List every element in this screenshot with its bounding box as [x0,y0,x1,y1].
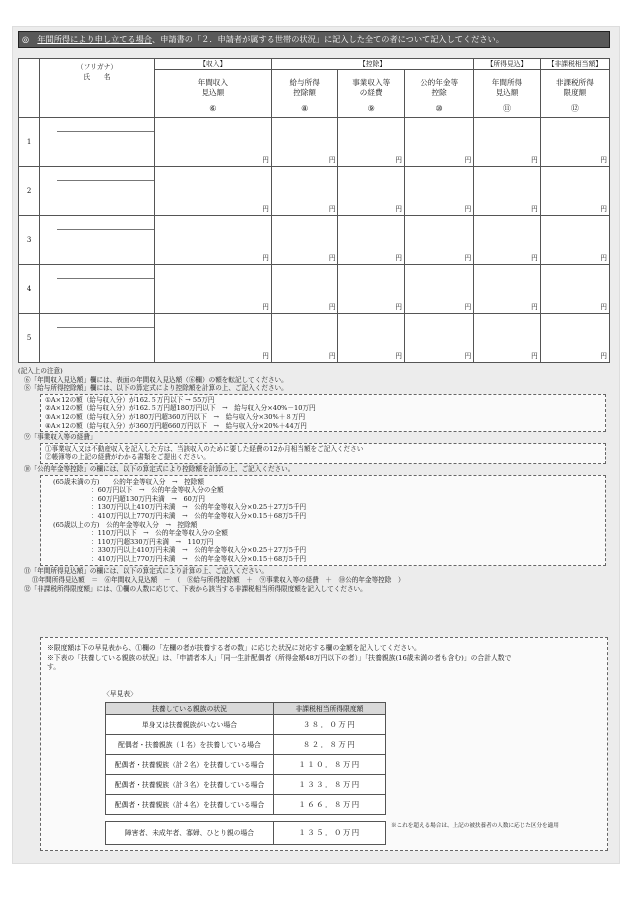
col-header-annual-income-prospect: 年間所得 見込額 ⑪ [474,70,541,118]
col-header-annual-income: 年間収入 見込額 ⑥ [154,70,271,118]
pension-under65-heading: (65歳未満の方) 公的年金等収入分 → 控除額 [53,477,204,486]
yen-unit: 円 [262,205,269,213]
amount-field[interactable] [540,314,609,363]
pension-rule: ：110万円超330万円未満 → 110万円 [91,537,214,546]
note-11: ⑪「年間所得見込額」の欄には、以下の算定式により計算の上、ご記入ください。 [24,567,268,576]
note-11-formula: ⑪年間所得見込額 ＝ ⑥年間収入見込額 － （ ⑧給与所得控除額 ＋ ⑨事業収入等の経費 ＋ ⑩公的年金等控除 ） [32,576,405,585]
table-row [19,265,610,314]
row-number: 1 [19,118,40,167]
yen-unit: 円 [531,254,538,262]
header-text: 、申請書の「２．申請者が属する世帯の状況」に記入した全ての者について記入してください。 [152,34,504,44]
col-header-salary-deduction: 給与所得 控除額 ⑧ [271,70,338,118]
name-header [40,59,154,118]
quick-row-label: 配偶者・扶養親族（１名）を扶養している場合 [106,735,274,755]
pension-rule: ：110万円以下 → 公的年金等収入分の全額 [91,529,228,538]
pension-rule: ：60万円超130万円未満 → 60万円 [91,494,206,503]
limit-note-1: ※限度額は下の早見表から、①欄の「左欄の者が扶養する者の数」に応じた状況に対応する欄の金額を記入してください。 [47,644,421,652]
yen-unit: 円 [395,352,402,360]
yen-unit: 円 [395,156,402,164]
note-9-item: ①事業収入又は不動産収入を記入した方は、当該収入のために要した経費の12か月相当額をご記入ください [45,444,364,453]
note-10-box [40,475,606,567]
quick-row-special [106,822,386,845]
limit-box [40,637,608,851]
quick-row [106,775,386,795]
note-9-box [40,443,606,464]
amount-field[interactable] [474,314,541,363]
note-8: ⑧「給与所得控除額」欄には、以下の算定式により控除額を計算の上、ご記入ください。 [24,384,288,393]
note-12: ⑫「非課税所得限度額」には、①欄の人数に応じて、下表から該当する非課税相当所得限度額を記入してください。 [24,584,367,593]
amount-field[interactable] [474,118,541,167]
yen-unit: 円 [464,254,472,262]
table-row [19,314,610,363]
amount-field[interactable] [540,118,609,167]
quick-row-value: ８２．８万円 [274,735,386,755]
col-header-business-expense: 事業収入等 の経費 ⑨ [338,70,405,118]
note-6: ⑥「年間収入見込額」欄には、表面の年間収入見込額（⑥欄）の額を転記してください。 [24,375,288,384]
yen-unit: 円 [328,205,336,213]
table-row [19,118,610,167]
deduction-group-header: 【控除】 [271,59,473,70]
table-row [19,216,610,265]
yen-unit: 円 [464,352,472,360]
notes-section [18,367,610,593]
note-8-item: ②A×12の額（給与収入分）が162.５万円超180万円以下 → 給与収入分×40%－10万円 [45,404,316,413]
yen-unit: 円 [464,205,472,213]
amount-field[interactable] [154,314,271,363]
yen-unit: 円 [262,254,269,262]
row-number: 5 [19,314,40,363]
income-group-header: 【収入】 [154,59,271,70]
note-10: ⑩「公的年金等控除」の欄には、以下の算定式により控除額を計算の上、ご記入ください。 [24,464,295,473]
amount-field[interactable] [338,314,405,363]
note-9-item: ②帳簿等の上記の経費がわかる書類をご提出ください。 [45,453,210,462]
name-field[interactable] [40,167,154,216]
amount-field[interactable] [540,216,609,265]
name-field[interactable] [40,118,154,167]
pension-rule: ：60万円以下 → 公的年金等収入分の全額 [91,486,224,495]
amount-field[interactable] [474,167,541,216]
quick-row-label: 配偶者・扶養親族（計２名）を扶養している場合 [106,755,274,775]
pension-rule: ：330万円以上410万円未満 → 公的年金等収入分×0.25＋27万5千円 [91,546,307,555]
note-8-item: ③A×12の額（給与収入分）が180万円超360万円以下 → 給与収入分×30%＋８万円 [45,412,306,421]
yen-unit: 円 [600,156,607,164]
yen-unit: 円 [395,254,402,262]
yen-unit: 円 [395,205,402,213]
quick-row-value: １６６．８万円 [274,795,386,815]
amount-field[interactable] [271,216,338,265]
quick-row [106,735,386,755]
yen-unit: 円 [328,254,336,262]
yen-unit: 円 [600,205,607,213]
amount-field[interactable] [271,118,338,167]
limit-note-2: ※下表の「扶養している親族の状況」は、「申請者本人」「同一生計配偶者（所得金額48万円以下の者）」「扶養親族(16歳未満の者も含む)」の合計人数で [47,654,512,662]
note-8-box [40,394,606,432]
amount-field[interactable] [271,167,338,216]
amount-field[interactable] [404,216,473,265]
amount-field[interactable] [404,314,473,363]
income-table [18,58,610,363]
section-header [18,31,610,48]
quick-row-label: 単身又は扶養親族がいない場合 [106,715,274,735]
quick-row-value: １１０．８万円 [274,755,386,775]
yen-unit: 円 [464,303,472,311]
yen-unit: 円 [531,205,538,213]
amount-field[interactable] [154,118,271,167]
yen-unit: 円 [600,254,607,262]
amount-field[interactable] [404,118,473,167]
amount-field[interactable] [271,314,338,363]
yen-unit: 円 [262,303,269,311]
amount-field[interactable] [474,265,541,314]
rowno-header [19,59,40,118]
quick-row-label: 障害者、未成年者、寡婦、ひとり親の場合 [106,822,274,845]
quick-row-label: 配偶者・扶養親族（計３名）を扶養している場合 [106,775,274,795]
name-field[interactable] [40,265,154,314]
quick-table-title: 〈早見表〉 [103,690,137,698]
yen-unit: 円 [531,156,538,164]
name-field[interactable] [40,216,154,265]
note-9: ⑨「事業収入等の経費」 [24,433,97,442]
yen-unit: 円 [600,303,607,311]
yen-unit: 円 [328,303,336,311]
amount-field[interactable] [404,167,473,216]
quick-footnote: ※これを超える場合は、上記の被扶養者の人数に応じた区分を適用 [391,823,559,829]
quick-col-status: 扶養している親族の状況 [106,703,274,715]
quick-row-value: ３８．０万円 [274,715,386,735]
amount-field[interactable] [271,265,338,314]
note-8-item: ④A×12の額（給与収入分）が360万円超660万円以下 → 給与収入分×20%＋44万円 [45,421,307,430]
amount-field[interactable] [474,216,541,265]
note-8-item: ①A×12の額（給与収入分）が162.５万円以下 → 55万円 [45,395,215,404]
pension-over65-heading: (65歳以上の方) 公的年金等収入分 → 控除額 [53,520,198,529]
kana-label: （フリガナ） [76,63,118,71]
name-field[interactable] [40,314,154,363]
amount-field[interactable] [540,167,609,216]
amount-field[interactable] [154,216,271,265]
yen-unit: 円 [262,156,269,164]
quick-table [105,702,386,845]
yen-unit: 円 [262,352,269,360]
amount-field[interactable] [154,265,271,314]
yen-unit: 円 [600,352,607,360]
amount-field[interactable] [338,118,405,167]
col-header-tax-exempt-limit: 非課税所得 限度額 ⑫ [540,70,609,118]
amount-field[interactable] [540,265,609,314]
row-number: 3 [19,216,40,265]
table-row [19,167,610,216]
yen-unit: 円 [395,303,402,311]
header-mark: ◎ [22,34,30,44]
yen-unit: 円 [464,156,472,164]
yen-unit: 円 [531,303,538,311]
row-number: 4 [19,265,40,314]
pension-rule: ：410万円以上770万円未満 → 公的年金等収入分×0.15＋68万5千円 [91,554,307,563]
limit-group-header: 【非課税相当額】 [540,59,609,70]
prospect-group-header: 【所得見込】 [474,59,541,70]
quick-row [106,795,386,815]
col-header-pension-deduction: 公的年金等 控除 ⑩ [404,70,473,118]
name-label: 氏 名 [83,73,111,81]
quick-row-value: １３３．８万円 [274,775,386,795]
amount-field[interactable] [338,216,405,265]
amount-field[interactable] [338,167,405,216]
quick-col-limit: 非課税相当所得限度額 [274,703,386,715]
quick-row [106,715,386,735]
quick-row-label: 配偶者・扶養親族（計４名）を扶養している場合 [106,795,274,815]
amount-field[interactable] [404,265,473,314]
header-underlined: 年間所得により申し立てる場合 [37,34,152,44]
quick-row-value: １３５．０万円 [274,822,386,845]
limit-note-3: す。 [47,663,61,671]
yen-unit: 円 [328,156,336,164]
notes-title: (記入上の注意) [18,367,63,375]
yen-unit: 円 [531,352,538,360]
pension-rule: ：130万円以上410万円未満 → 公的年金等収入分×0.25＋27万5千円 [91,503,307,512]
pension-rule: ：410万円以上770万円未満 → 公的年金等収入分×0.15＋68万5千円 [91,511,307,520]
row-number: 2 [19,167,40,216]
amount-field[interactable] [154,167,271,216]
quick-row [106,755,386,775]
amount-field[interactable] [338,265,405,314]
yen-unit: 円 [328,352,336,360]
